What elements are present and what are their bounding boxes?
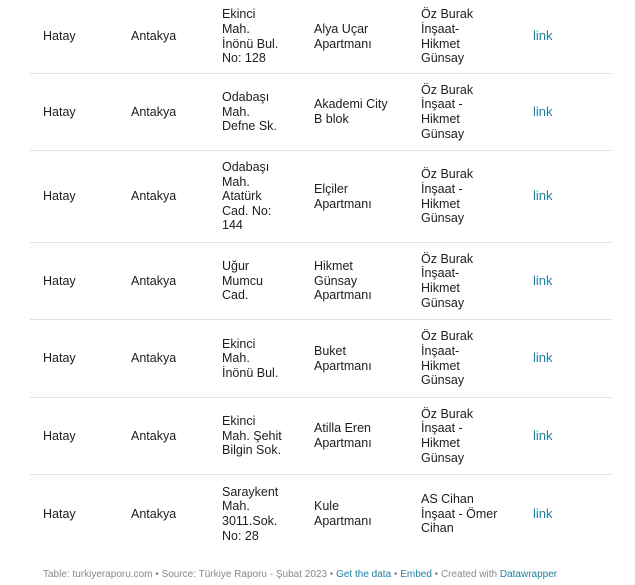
building-cell: Hikmet Günsay Apartmanı: [314, 259, 372, 303]
source-link[interactable]: link: [533, 188, 553, 204]
contractor-cell: Öz Burak İnşaat - Hikmet Günsay: [421, 82, 474, 141]
contractor-cell: Öz Burak İnşaat - Hikmet Günsay: [421, 167, 474, 226]
link-cell: [533, 74, 593, 150]
table-row: [30, 243, 612, 320]
contractor-cell: Öz Burak İnşaat- Hikmet Günsay: [421, 329, 474, 388]
address-cell: Saraykent Mah. 3011.Sok. No: 28: [222, 484, 279, 543]
footer-separator: •: [391, 569, 401, 580]
building-cell: Akademi City B blok: [314, 97, 388, 126]
address-cell: Ekinci Mah. İnönü Bul.: [222, 336, 279, 380]
table-row: [30, 0, 612, 74]
district-cell: Antakya: [131, 351, 177, 366]
building-cell: Alya Uçar Apartmanı: [314, 21, 372, 51]
district-cell: Antakya: [131, 189, 177, 204]
contractor-cell: AS Cihan İnşaat - Ömer Cihan: [421, 492, 498, 536]
link-cell: [533, 475, 593, 553]
building-cell: Buket Apartmanı: [314, 343, 372, 373]
building-cell: Kule Apartmanı: [314, 499, 372, 528]
source-link[interactable]: link: [533, 28, 553, 44]
source-link[interactable]: link: [533, 272, 553, 288]
table-row: [30, 151, 612, 243]
link-cell: [533, 243, 593, 319]
chart-footer: [43, 569, 557, 581]
created-with-text: Created with: [440, 569, 498, 580]
contractor-cell: Öz Burak İnşaat - Hikmet Günsay: [421, 406, 474, 465]
footer-separator: •: [152, 569, 162, 580]
building-cell: Atilla Eren Apartmanı: [314, 421, 372, 450]
source-credit: Source: Türkiye Raporu - Şubat 2023: [161, 569, 328, 580]
address-cell: Odabaşı Mah. Defne Sk.: [222, 90, 277, 134]
embed-link[interactable]: Embed: [400, 569, 432, 580]
table-row: [30, 74, 612, 151]
district-cell: Antakya: [131, 506, 177, 521]
table-row: [30, 320, 612, 398]
source-link[interactable]: link: [533, 350, 553, 366]
district-cell: Antakya: [131, 428, 177, 443]
get-the-data-link[interactable]: Get the data: [336, 569, 392, 580]
address-cell: Ekinci Mah. İnönü Bul. No: 128: [222, 7, 279, 66]
address-cell: Ekinci Mah. Şehit Bilgin Sok.: [222, 414, 282, 458]
source-link[interactable]: link: [533, 427, 553, 443]
city-cell: Hatay: [43, 506, 76, 521]
link-cell: [533, 398, 593, 474]
district-cell: Antakya: [131, 29, 177, 44]
city-cell: Hatay: [43, 428, 76, 443]
datawrapper-link[interactable]: Datawrapper: [499, 569, 558, 580]
table-row: [30, 475, 612, 553]
link-cell: [533, 151, 593, 242]
city-cell: Hatay: [43, 189, 76, 204]
table-row: [30, 398, 612, 475]
table-credit: Table: turkiyeraporu.com: [43, 569, 153, 580]
address-cell: Odabaşı Mah. Atatürk Cad. No: 144: [222, 160, 272, 233]
address-cell: Uğur Mumcu Cad.: [222, 259, 263, 303]
source-link[interactable]: link: [533, 505, 553, 521]
city-cell: Hatay: [43, 29, 76, 44]
link-cell: [533, 0, 593, 73]
contractor-cell: Öz Burak İnşaat- Hikmet Günsay: [421, 7, 474, 66]
district-cell: Antakya: [131, 104, 177, 119]
district-cell: Antakya: [131, 273, 177, 288]
link-cell: [533, 320, 593, 397]
city-cell: Hatay: [43, 351, 76, 366]
footer-separator: •: [327, 569, 337, 580]
source-link[interactable]: link: [533, 103, 553, 119]
city-cell: Hatay: [43, 273, 76, 288]
building-cell: Elçiler Apartmanı: [314, 181, 372, 211]
contractor-cell: Öz Burak İnşaat- Hikmet Günsay: [421, 251, 474, 310]
city-cell: Hatay: [43, 104, 76, 119]
footer-separator: •: [431, 569, 441, 580]
data-table: [30, 0, 612, 553]
